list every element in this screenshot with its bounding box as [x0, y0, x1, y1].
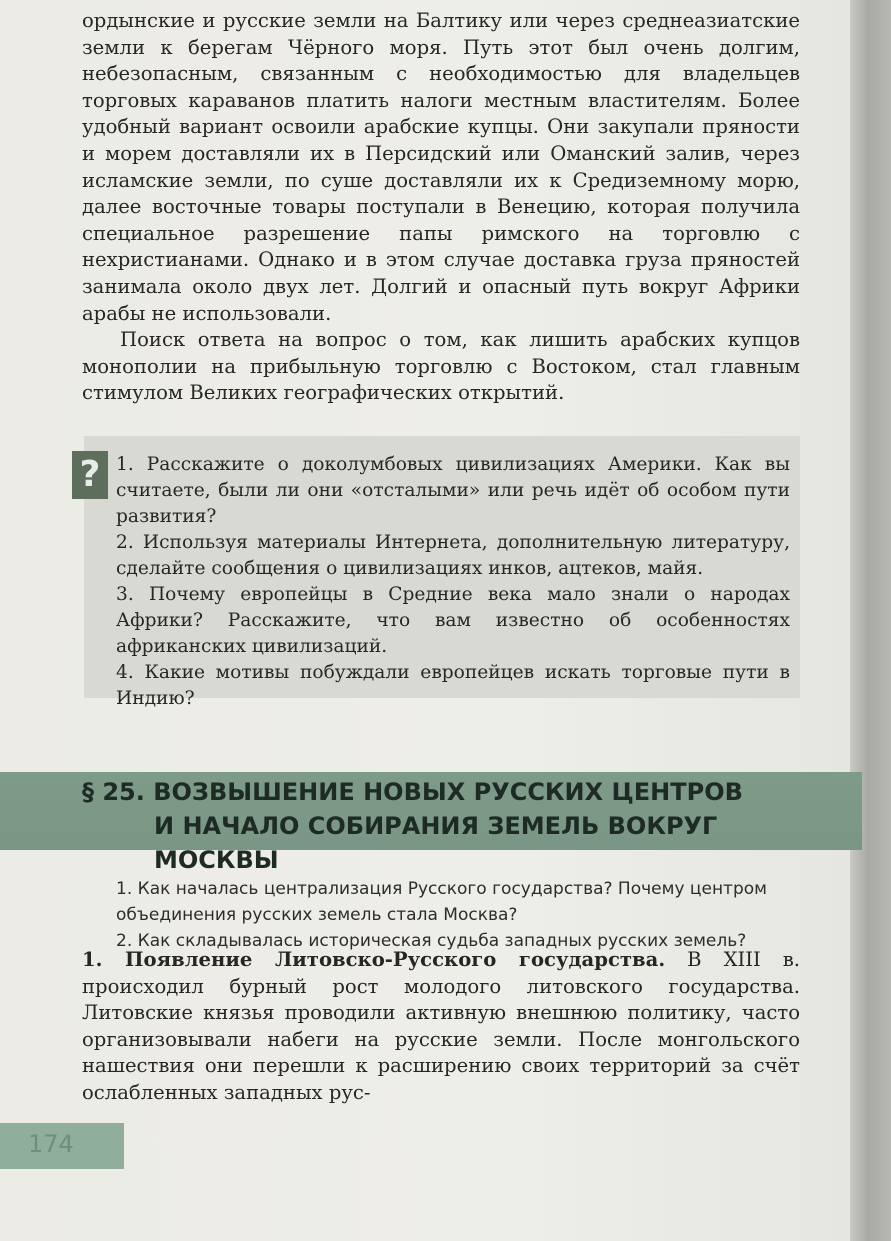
question-1: 1. Расскажите о доколумбовых цивилизациях Америки. Как вы считаете, были ли они «отсталыми» или речь идёт об особом пути развития?: [116, 454, 790, 527]
preliminary-questions: [116, 876, 806, 954]
question-3: 3. Почему европейцы в Средние века мало знали о народах Африки? Расскажите, что вам известно об особенностях африканских цивилизаций.: [116, 584, 790, 657]
question-icon: ?: [72, 451, 108, 499]
intro-paragraph-2: Поиск ответа на вопрос о том, как лишить арабских купцов монополии на прибыльную торговлю с Востоком, стал главным стимулом Великих географических открытий.: [82, 328, 800, 405]
questions-list: [116, 452, 790, 712]
question-4: 4. Какие мотивы побуждали европейцев искать торговые пути в Индию?: [116, 662, 790, 709]
preliminary-question-1: 1. Как началась централизация Русского государства? Почему центром объединения русских земель стала Москва?: [116, 879, 767, 925]
preliminary-question-2: 2. Как складывалась историческая судьба западных русских земель?: [116, 931, 747, 951]
intro-text: [82, 8, 800, 407]
paragraph-title-line-1: § 25. ВОЗВЫШЕНИЕ НОВЫХ РУССКИХ ЦЕНТРОВ: [82, 778, 743, 806]
question-2: 2. Используя материалы Интернета, дополнительную литературу, сделайте сообщения о цивилизациях инков, ацтеков, майя.: [116, 532, 790, 579]
paragraph-title-line-2: И НАЧАЛО СОБИРАНИЯ ЗЕМЕЛЬ ВОКРУГ МОСКВЫ: [154, 812, 718, 874]
paragraph-title: [82, 775, 822, 877]
section-text: В XIII в. происходил бурный рост молодого литовского государства. Литовские князья проводили активную внешнюю политику, часто организовывали набеги на русские земли. После монгольского нашествия они перешли к расширению своих территорий за счёт ослабленных западных рус-: [82, 948, 801, 1104]
section-title: 1. Появление Литовско-Русского государства.: [82, 948, 666, 971]
page-number: 174: [28, 1130, 74, 1158]
intro-paragraph-1: ордынские и русские земли на Балтику или через среднеазиатские земли к берегам Чёрного моря. Путь этот был очень долгим, небезопасным, связанным с необходимостью для владельцев торговых караванов платить налоги местным властителям. Более удобный вариант освоили арабские купцы. Они закупали пряности и морем доставляли их в Персидский или Оманский залив, через исламские земли, по суше доставляли их к Средиземному морю, далее восточные товары поступали в Венецию, которая получила специальное разрешение папы римского на торговлю с нехристианами. Однако и в этом случае доставка груза пряностей занимала около двух лет. Долгий и опасный путь вокруг Африки арабы не использовали.: [82, 9, 800, 325]
page-edge: [850, 0, 891, 1241]
section-1: [82, 947, 800, 1107]
